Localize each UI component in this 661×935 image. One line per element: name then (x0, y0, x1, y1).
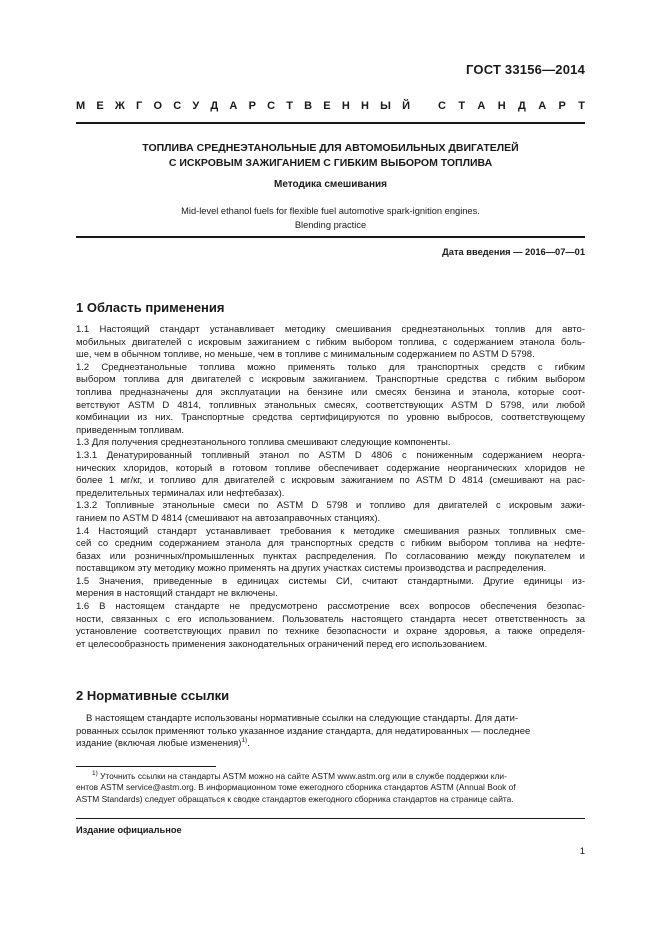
banner-letter: Р (558, 100, 566, 112)
banner-letter: Е (323, 100, 331, 112)
banner-letter: С (267, 100, 276, 112)
text-line: комбинации из них. Транспортные средства сертифицируются по уровню выбросов, соответствующему (76, 412, 585, 424)
banner-letter: А (229, 100, 238, 112)
english-title-line: Blending practice (294, 219, 367, 230)
text-line: установление соответствующих правил по технике безопасности и охране здоровья, а также определя- (76, 626, 585, 638)
text-line: ветствуют ASTM D 4814, топливных этанольных смесях, соответствующих ASTM D 5798, или любой (76, 399, 585, 411)
section-heading-scope: 1 Область применения (76, 300, 225, 315)
text-line: 1.2 Среднеэтанольные топлива можно применять только для транспортных средств с гибким (76, 361, 585, 373)
document-title (76, 141, 585, 171)
banner-letter: О (153, 100, 163, 112)
text-line: 1.6 В настоящем стандарте не предусмотрено рассмотрение всех вопросов обеспечения безопас- (76, 601, 585, 613)
title-divider (76, 236, 585, 238)
banner-letter: Н (497, 100, 506, 112)
footnote-line: ASTM Standards) следует обращаться к сводке стандартов ежегодного сборника стандартов на странице сайта. (76, 793, 514, 804)
text-line: нических хлоридов, который в готовом топливе обеспечивает содержание неорганических хлоридов не (76, 462, 585, 474)
banner-letter: У (192, 100, 200, 112)
section-heading-references: 2 Нормативные ссылки (76, 688, 230, 703)
text-line: 1.4 Настоящий стандарт устанавливает требования к методике смешивания разных топливных сме- (76, 525, 585, 537)
text-line: 1.5 Значения, приведенные в единицах системы СИ, считают стандартными. Другие единицы из- (76, 575, 585, 587)
banner-letter: Й (402, 100, 410, 112)
banner-letter: М (76, 100, 86, 112)
text-line: 1.3 Для получения среднеэтанольного топлива смешивают следующие компоненты. (76, 437, 451, 449)
text-line: 1.3.1 Денатурированный топливный этанол по ASTM D 4806 с пониженным содержанием неорга- (76, 449, 585, 461)
text-line: более 1 мг/кг, и топливо для двигателей с искровым зажиганием по ASTM D 4814 (смешивают на рас- (76, 475, 585, 487)
section-scope-lines (76, 324, 585, 651)
text-line: ет целесообразность применения законодательных ограничений перед его использованием. (76, 638, 488, 650)
banner-letter: Д (210, 100, 219, 112)
banner-letter: Ы (380, 100, 391, 112)
section-references-body (76, 713, 585, 751)
banner-letter: Т (458, 100, 466, 112)
banner-letter: Е (96, 100, 104, 112)
text-line: выбором топлива для двигателей с искровым зажиганием. Транспортные средства с гибким выбором (76, 374, 585, 386)
english-title-line: Mid-level ethanol fuels for flexible fuel automotive spark-ignition engines. (181, 206, 480, 216)
text-line: мобильных двигателей с искровым зажиганием с гибким выбором топлива, с содержанием этанола боль- (76, 336, 585, 348)
title-line: ТОПЛИВА СРЕДНЕЭТАНОЛЬНЫЕ ДЛЯ АВТОМОБИЛЬНЫХ ДВИГАТЕЛЕЙ (142, 142, 519, 154)
text-line: приведенным топливам. (76, 424, 184, 436)
text-line: пределительных терминалах или нефтебазах). (76, 487, 285, 499)
text-line: мерения в настоящий стандарт не включены. (76, 588, 278, 600)
footnote-divider (76, 766, 216, 767)
text-line: сей со средним содержанием этанола для транспортных средств с гибким выбором топлива на нефте- (76, 538, 585, 550)
text-span: . (247, 738, 250, 750)
banner-letter: С (438, 100, 446, 112)
footnote-marker: 1) (92, 770, 98, 778)
text-line: 1.3.2 Топливные этанольные смеси по ASTM D 5798 и топливо для двигателей с искровым зажи- (76, 500, 585, 512)
text-line: рованных ссылок применяют только указанное издание стандарта, для недатированных — последнее (76, 725, 531, 737)
interstate-standard-banner (76, 100, 585, 112)
text-line (76, 713, 585, 726)
banner-letter: Д (518, 100, 526, 112)
text-line: ганием по ASTM D 4814 (смешивают на автозаправочных станциях). (76, 512, 381, 524)
text-line: поставщиком эту методику можно применять на других участках системы производства и распределения. (76, 563, 547, 575)
footnote-line: ентов ASTM service@astm.org. В информационном томе ежегодного сборника стандартов ASTM (Annual Book of (76, 782, 516, 793)
banner-letter: А (538, 100, 547, 112)
text-line (76, 738, 585, 751)
banner-letter: Р (248, 100, 256, 112)
banner-letter: В (304, 100, 313, 112)
text-span: издание (включая любые изменения) (76, 738, 242, 750)
title-line: С ИСКРОВЫМ ЗАЖИГАНИЕМ С ГИБКИМ ВЫБОРОМ ТОПЛИВА (168, 157, 493, 169)
standard-word (438, 100, 585, 112)
page-number: 1 (579, 846, 585, 857)
footnote-line (76, 771, 585, 782)
text-line: топлива предназначены для эксплуатации на бензине или смесях бензина и этанола, которые соот- (76, 386, 585, 398)
banner-letter: А (477, 100, 486, 112)
footnote (76, 771, 585, 805)
banner-letter: Т (578, 100, 585, 112)
text-line: базах или розничных/промышленных пунктах распределения. По согласованию между покупателем и (76, 550, 585, 562)
text-span: Уточнить ссылки на стандарты ASTM можно на сайте ASTM www.astm.org или в службе поддержки кли- (97, 771, 507, 781)
english-title (76, 205, 585, 232)
banner-letter: Г (136, 100, 143, 112)
document-code: ГОСТ 33156—2014 (466, 62, 585, 77)
footer-divider (76, 818, 585, 819)
text-line: ности, связанных с его использованием. Пользователь настоящего стандарта несет ответственность за (76, 613, 585, 625)
footnote-reference: 1) (241, 737, 248, 745)
banner-letter: С (173, 100, 182, 112)
interstate-word (76, 100, 410, 112)
banner-letter: Н (360, 100, 369, 112)
banner-letter: Т (286, 100, 293, 112)
banner-letter: Ж (114, 100, 125, 112)
text-line: 1.1 Настоящий стандарт устанавливает методику смешивания среднеэтанольных топлив для авто- (76, 324, 585, 335)
text-line: ше, чем в обычном топливе, но меньше, чем в топливе с минимальным содержанием по ASTM D 5798. (76, 349, 535, 361)
official-edition-label: Издание официальное (76, 825, 182, 835)
text-span: В настоящем стандарте использованы нормативные ссылки на следующие стандарты. Для дати- (86, 713, 519, 724)
introduction-date: Дата введения — 2016—07—01 (442, 247, 585, 257)
header-divider (76, 122, 585, 124)
banner-letter: Н (341, 100, 350, 112)
document-subtitle: Методика смешивания (274, 179, 387, 190)
